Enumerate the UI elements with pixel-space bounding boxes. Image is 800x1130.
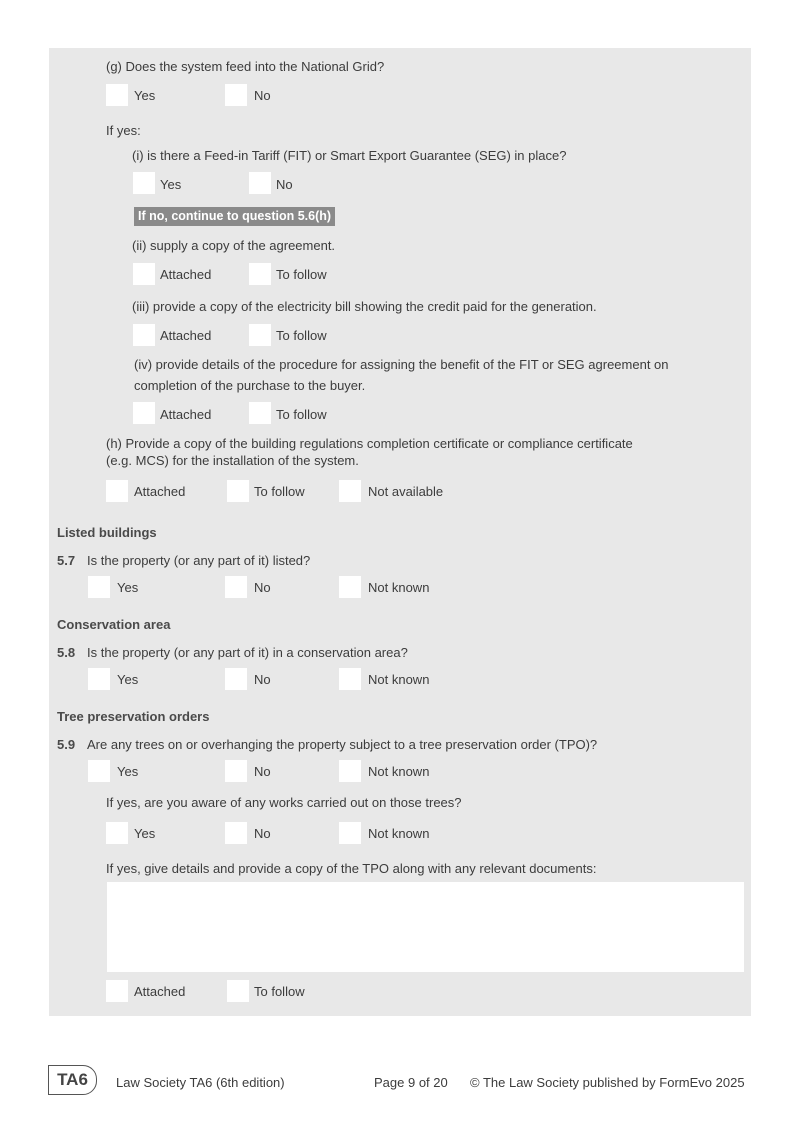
q57-no-label: No [254,580,271,595]
footer-form-name: Law Society TA6 (6th edition) [116,1075,285,1090]
q59-no-checkbox[interactable] [225,760,247,782]
q59-not-known-checkbox[interactable] [339,760,361,782]
q57-not-known-checkbox[interactable] [339,576,361,598]
q56h-question-line1: (h) Provide a copy of the building regulations completion certificate or compliance certificate [106,436,633,451]
conservation-area-heading: Conservation area [57,617,171,632]
q56g-no-checkbox[interactable] [225,84,247,106]
footer-copyright: © The Law Society published by FormEvo 2025 [470,1075,745,1090]
q56g-iii-question: (iii) provide a copy of the electricity bill showing the credit paid for the generation. [132,299,597,314]
q56g-iv-to-follow-label: To follow [276,407,327,422]
q56g-iv-attached-checkbox[interactable] [133,402,155,424]
ta6-logo-badge: TA6 [48,1065,97,1095]
q57-not-known-label: Not known [368,580,430,595]
q56h-to-follow-label: To follow [254,484,305,499]
q59-works-yes-checkbox[interactable] [106,822,128,844]
q56g-ii-attached-checkbox[interactable] [133,263,155,285]
q56h-to-follow-checkbox[interactable] [227,480,249,502]
tpo-details-textarea[interactable] [107,882,744,972]
q59-works-no-label: No [254,826,271,841]
q58-not-known-checkbox[interactable] [339,668,361,690]
question-5-8: Is the property (or any part of it) in a conservation area? [87,645,408,660]
q59-to-follow-label: To follow [254,984,305,999]
q56g-iv-question-line1: (iv) provide details of the procedure for assigning the benefit of the FIT or SEG agreement on [134,357,669,372]
q56g-iii-to-follow-checkbox[interactable] [249,324,271,346]
continue-note-badge: If no, continue to question 5.6(h) [134,207,335,226]
q59-no-label: No [254,764,271,779]
q59-works-not-known-checkbox[interactable] [339,822,361,844]
q56g-iii-attached-checkbox[interactable] [133,324,155,346]
q59-attached-checkbox[interactable] [106,980,128,1002]
q56g-iv-to-follow-checkbox[interactable] [249,402,271,424]
q56g-i-no-checkbox[interactable] [249,172,271,194]
q56g-iii-attached-label: Attached [160,328,212,343]
q56g-iii-to-follow-label: To follow [276,328,327,343]
q57-no-checkbox[interactable] [225,576,247,598]
q58-yes-checkbox[interactable] [88,668,110,690]
q59-not-known-label: Not known [368,764,430,779]
q58-not-known-label: Not known [368,672,430,687]
q56g-i-question: (i) is there a Feed-in Tariff (FIT) or Smart Export Guarantee (SEG) in place? [132,148,567,163]
q56g-i-yes-checkbox[interactable] [133,172,155,194]
q56g-ii-question: (ii) supply a copy of the agreement. [132,238,336,253]
q58-no-checkbox[interactable] [225,668,247,690]
q58-no-label: No [254,672,271,687]
q59-details-prompt: If yes, give details and provide a copy of the TPO along with any relevant documents: [106,861,597,876]
q56h-not-available-checkbox[interactable] [339,480,361,502]
q59-works-no-checkbox[interactable] [225,822,247,844]
tree-preservation-heading: Tree preservation orders [57,709,210,724]
question-5-6-g: (g) Does the system feed into the National Grid? [106,59,385,74]
q56g-yes-label: Yes [134,88,156,103]
q59-works-not-known-label: Not known [368,826,430,841]
q59-yes-label: Yes [117,764,139,779]
question-number-5-7: 5.7 [57,553,76,568]
question-5-9: Are any trees on or overhanging the property subject to a tree preservation order (TPO)? [87,737,598,752]
q59-to-follow-checkbox[interactable] [227,980,249,1002]
q56h-attached-checkbox[interactable] [106,480,128,502]
q56g-if-yes: If yes: [106,123,141,138]
footer-page-number: Page 9 of 20 [374,1075,448,1090]
q56h-question-line2: (e.g. MCS) for the installation of the system. [106,453,359,468]
question-number-5-9: 5.9 [57,737,76,752]
q59-yes-checkbox[interactable] [88,760,110,782]
question-5-7: Is the property (or any part of it) listed? [87,553,311,568]
q57-yes-checkbox[interactable] [88,576,110,598]
q56g-ii-attached-label: Attached [160,267,212,282]
q59-works-question: If yes, are you aware of any works carried out on those trees? [106,795,462,810]
question-number-5-8: 5.8 [57,645,76,660]
q58-yes-label: Yes [117,672,139,687]
q57-yes-label: Yes [117,580,139,595]
q56g-ii-to-follow-checkbox[interactable] [249,263,271,285]
q56g-iv-question-line2: completion of the purchase to the buyer. [134,378,366,393]
listed-buildings-heading: Listed buildings [57,525,157,540]
q56g-yes-checkbox[interactable] [106,84,128,106]
q56g-i-yes-label: Yes [160,177,182,192]
q59-attached-label: Attached [134,984,186,999]
q56g-iv-attached-label: Attached [160,407,212,422]
q56g-i-no-label: No [276,177,293,192]
q56h-attached-label: Attached [134,484,186,499]
q56g-no-label: No [254,88,271,103]
q59-works-yes-label: Yes [134,826,156,841]
q56h-not-available-label: Not available [368,484,444,499]
q56g-ii-to-follow-label: To follow [276,267,327,282]
